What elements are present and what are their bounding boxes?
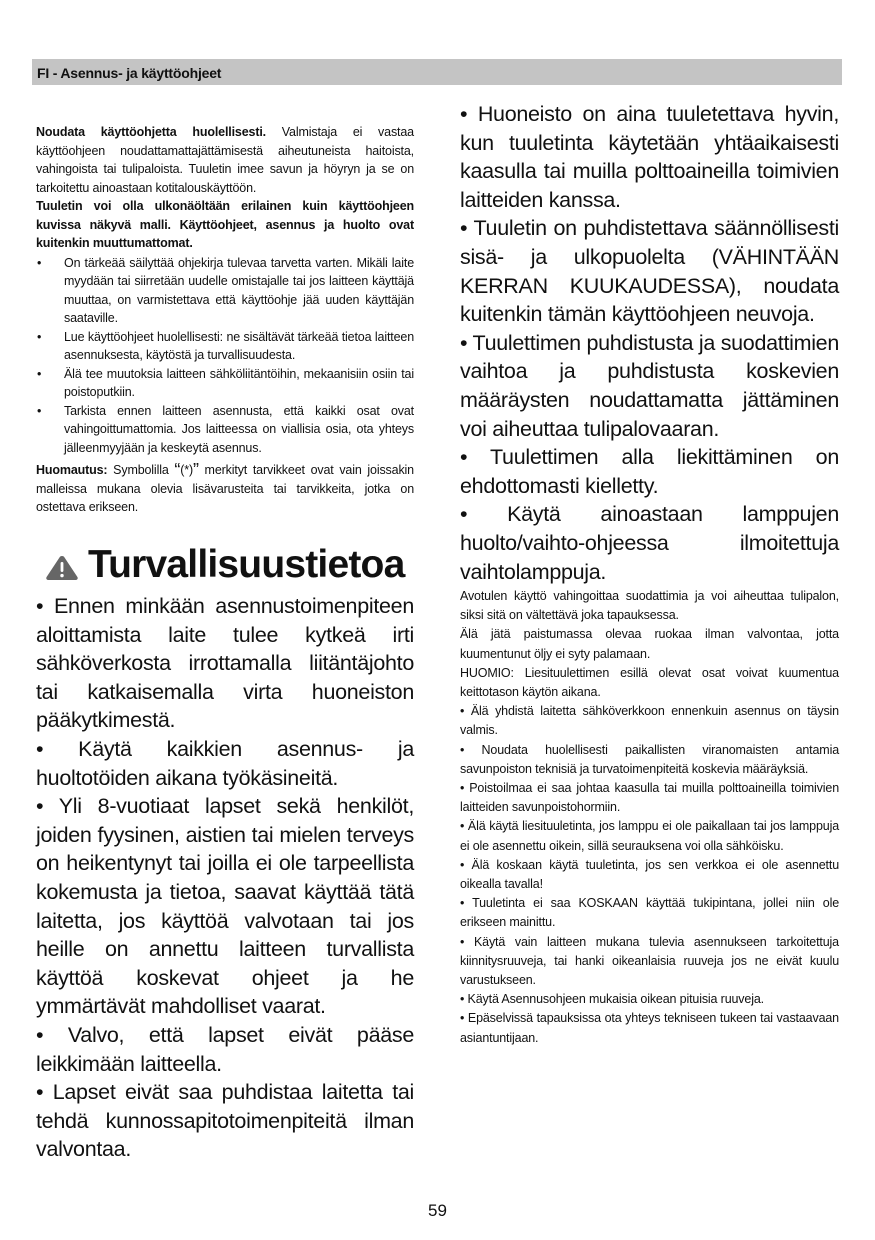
note-item: • Noudata huolellisesti paikallisten viranomaisten antamia savunpoiston teknisiä ja turvatoimenpiteitä koskevia määräyksiä. bbox=[460, 742, 839, 776]
safety-item: • Tuuletin on puhdistettava säännöllisesti sisä- ja ulkopuolelta (VÄHINTÄÄN KERRAN KUUKAUDESSA), noudata kuitenkin tämän käyttöohjeen neuvoja. bbox=[460, 216, 839, 327]
intro-bullet-list bbox=[36, 254, 414, 458]
note-quote-open: “ bbox=[174, 460, 181, 480]
list-item: • Älä tee muutoksia laitteen sähköliitäntöihin, mekaanisiin osiin tai poistoputkiin. bbox=[36, 365, 414, 402]
model-notice: Tuuletin voi olla ulkonäöltään erilainen kuin käyttöohjeen kuvissa näkyvä malli. Käyttöohjeet, asennus ja huolto ovat kuitenkin muuttumattomat. bbox=[36, 199, 414, 250]
safety-item: • Huoneisto on aina tuuletettava hyvin, kun tuuletinta käytetään yhtäaikaisesti kaasulla tai muilla polttoaineilla toimivien laitteiden kanssa. bbox=[460, 102, 839, 212]
note-label: Huomautus: bbox=[36, 463, 108, 477]
note-quote-close: ” bbox=[192, 460, 199, 480]
note-item: Avotulen käyttö vahingoittaa suodattimia ja voi aiheuttaa tulipalon, siksi sitä on vältettävä joka tapauksessa. bbox=[460, 589, 839, 623]
safety-item: • Lapset eivät saa puhdistaa laitetta tai tehdä kunnossapitotoimenpiteitä ilman valvontaa. bbox=[36, 1080, 414, 1162]
note-item: Älä jätä paistumassa olevaa ruokaa ilman valvontaa, jotta kuumentunut öljy ei syty palamaan. bbox=[460, 627, 839, 661]
note-item: • Poistoilmaa ei saa johtaa kaasulla tai muilla polttoaineilla toimivien laitteiden savunpoistohormiin. bbox=[460, 781, 839, 815]
note-paragraph bbox=[36, 459, 414, 517]
header-title: FI - Asennus- ja käyttöohjeet bbox=[37, 65, 222, 81]
note-item: • Älä koskaan käytä tuuletinta, jos sen verkkoa ei ole asennettu oikealla tavalla! bbox=[460, 857, 839, 892]
safety-item: • Tuulettimen alla liekittäminen on ehdottomasti kielletty. bbox=[460, 445, 839, 498]
safety-item: • Käytä ainoastaan lamppujen huolto/vaihto-ohjeessa ilmoitettuja vaihtolamppuja. bbox=[460, 502, 839, 584]
right-safety-list bbox=[460, 100, 839, 586]
page-number: 59 bbox=[428, 1201, 447, 1220]
note-item: • Tuuletinta ei saa KOSKAAN käyttää tukipintana, jollei niin ole erikseen mainittu. bbox=[460, 896, 839, 930]
note-item: HUOMIO: Liesituulettimen esillä olevat osat voivat kuumentua keittotason käytön aikana. bbox=[460, 665, 839, 700]
note-item: • Käytä vain laitteen mukana tulevia asennukseen tarkoitettuja kiinnitysruuveja, tai hanki oikeanlaisia ruuveja jos ne eivät kuulu varustukseen. bbox=[460, 934, 839, 988]
safety-item: • Tuulettimen puhdistusta ja suodattimien vaihtoa ja puhdistusta koskevien määräysten noudattamatta jättäminen voi aiheuttaa tulipalovaaran. bbox=[460, 330, 839, 441]
note-item: • Älä yhdistä laitetta sähköverkkoon ennenkuin asennus on täysin valmis. bbox=[460, 704, 839, 738]
intro-paragraph bbox=[36, 123, 414, 197]
left-safety-list bbox=[36, 592, 414, 1164]
list-item: • Lue käyttöohjeet huolellisesti: ne sisältävät tärkeää tietoa laitteen asennuksesta, käytöstä ja turvallisuudesta. bbox=[36, 328, 414, 365]
intro-section bbox=[36, 123, 414, 517]
safety-heading-text: Turvallisuustietoa bbox=[88, 543, 405, 586]
safety-item: • Ennen minkään asennustoimenpiteen aloittamista laite tulee kytkeä irti sähköverkosta irrottamalla liitäntäjohto tai katkaisemalla virta huoneiston pääkytkimestä. bbox=[36, 594, 414, 733]
note-post: merkityt tarvikkeet ovat vain joissakin malleissa mukana olevia lisävarusteita tai tarvikkeita, jotka on ostettava erikseen. bbox=[36, 463, 414, 514]
note-item: • Käytä Asennusohjeen mukaisia oikean pituisia ruuveja. bbox=[460, 992, 764, 1007]
list-item: • Tarkista ennen laitteen asennusta, että kaikki osat ovat vahingoittumattomia. Jos laitteessa on viallisia osia, ota yhteys jälleenmyyjään ja keskeytä asennus. bbox=[36, 402, 414, 458]
safety-heading bbox=[36, 543, 414, 593]
intro-bold: Noudata käyttöohjetta huolellisesti. bbox=[36, 125, 266, 139]
note-symbol: (*) bbox=[180, 463, 193, 477]
list-item: • On tärkeää säilyttää ohjekirja tulevaa tarvetta varten. Mikäli laite myydään tai siirretään uudelle omistajalle tai jos laitteen käyttäjä muuttaa, on varmistettava että käyttöohje jää uuden käyttäjän saataville. bbox=[36, 254, 414, 328]
safety-item: • Yli 8-vuotiaat lapset sekä henkilöt, joiden fyysinen, aistien tai mielen terveys on heikentynyt tai joilla ei ole tarpeellista kokemusta ja tietoa, saavat käyttää tätä laitetta, jos käyttöä valvotaan tai jos heille on annettu laitteen turvallista käyttöä koskevat ohjeet ja he ymmärtävät mahdolliset vaarat. bbox=[36, 794, 414, 1019]
note-item: • Älä käytä liesituuletinta, jos lamppu ei ole paikallaan tai jos lamppuja ei ole asennettu oikein, sillä seurauksena voi olla sähköisku. bbox=[460, 819, 839, 853]
safety-item: • Käytä kaikkien asennus- ja huoltotöiden aikana työkäsineitä. bbox=[36, 736, 414, 790]
note-item: • Epäselvissä tapauksissa ota yhteys tekniseen tukeen tai vastaavaan asiantuntijaan. bbox=[460, 1011, 839, 1045]
header-bar bbox=[32, 59, 842, 85]
note-pre: Symbolilla bbox=[107, 463, 175, 477]
right-small-notes bbox=[460, 587, 839, 1048]
intro-rest: Valmistaja ei vastaa käyttöohjeen noudattamattajättämisestä aiheutuneista haitoista, vahingoista tai tulipaloista. Tuuletin imee savun ja höyryn ja se on tarkoitettu ainoastaan kotitalouskäyttöön. bbox=[36, 125, 414, 195]
safety-item: • Valvo, että lapset eivät pääse leikkimään laitteella. bbox=[36, 1022, 414, 1076]
warning-triangle-icon bbox=[45, 555, 79, 581]
